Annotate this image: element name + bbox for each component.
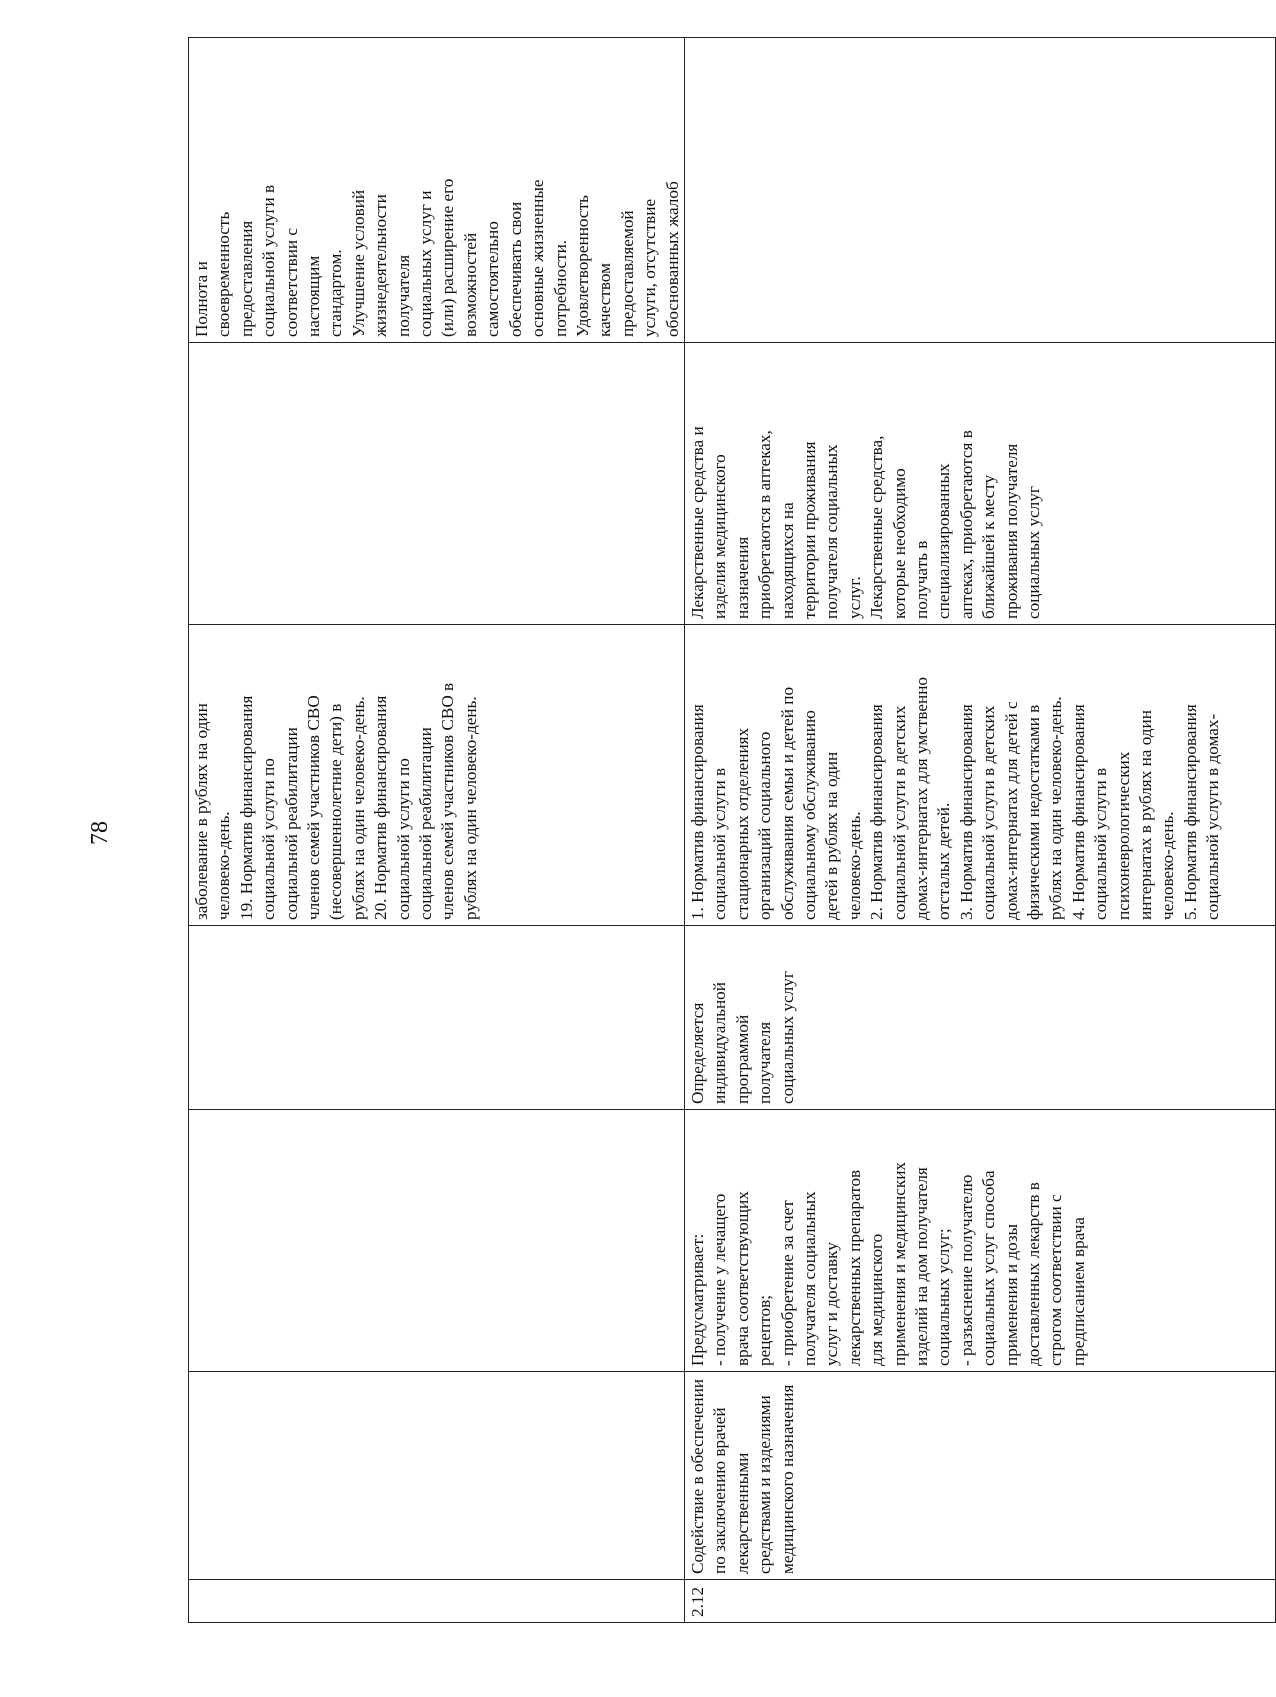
cell-description-empty — [189, 1110, 685, 1372]
cell-service-name — [684, 1372, 1275, 1580]
cell-volume-empty — [189, 926, 685, 1110]
cell-name-empty — [189, 1372, 685, 1580]
quality-criteria-text: Полнота и своевременность предоставления социальной услуги в соответствии с настоящим стандартом. Улучшение условий жизнедеятельности получателя социальных услуг и (или) расширение его возможностей самостоятельно обеспечивать свои основные жизненные потребности. Удовлетворенность качеством предоставляемой услуги, отсутствие обоснованных жалоб — [192, 178, 682, 337]
social-services-table — [188, 37, 1276, 1623]
cell-quality-continuation — [189, 38, 685, 343]
cell-conditions-empty — [189, 343, 685, 625]
page-number: 78 — [87, 821, 113, 845]
cell-service-quality — [684, 38, 1275, 343]
cell-service-number — [684, 1580, 1275, 1623]
service-financing-norms: 1. Норматив финансирования социальной услуги в стационарных отделениях организаций социального обслуживания семьи и детей по социальному обслуживанию детей в рублях на один человеко-день. 2. Норматив финансирования социальной услуги в детских домах-интернатах для умственно отсталых детей. 3. Норматив финансирования социальной услуги в детских домах-интернатах для детей с физическими недостатками в рублях на один человеко-день. 4. Норматив финансирования социальной услуги в психоневрологических интернатах в рублях на один человеко-день. 5. Норматив финансирования социальной услуги в домах- — [687, 676, 1223, 920]
norms-continuation-text: заболевание в рублях на один человеко-день. 19. Норматив финансирования социальной услуги по социальной реабилитации членов семей участников СВО (несовершеннолетние дети) в рублях на один человеко-день. 20. Норматив финансирования социальной услуги по социальной реабилитации членов семей участников СВО в рублях на один человеко-день. — [192, 682, 480, 920]
service-volume: Определяется индивидуальной программой получателя социальных услуг — [687, 971, 797, 1104]
cell-number-empty — [189, 1580, 685, 1623]
service-description: Предусматривает: - получение у лечащего врача соответствующих рецептов; - приобретение за счет получателя социальных услуг и доставку лекарственных препаратов для медицинского применения и медицинских изделий на дом получателя социальных услуг; - разъяснение получателю социальных услуг способа применения и дозы доставленных лекарств в строгом соответствии с предписанием врача — [687, 1161, 1088, 1366]
rotated-table-sheet — [188, 38, 1223, 1623]
service-name: Содействие в обеспечении по заключению врачей лекарственными средствами и изделиями медицинского назначения — [687, 1379, 797, 1574]
cell-norms-continuation — [189, 625, 685, 926]
service-number: 2.12 — [687, 1586, 707, 1617]
table-row-service-2-12 — [684, 38, 1275, 1623]
cell-service-conditions — [684, 343, 1275, 625]
cell-service-description — [684, 1110, 1275, 1372]
cell-service-volume — [684, 926, 1275, 1110]
cell-service-norms — [684, 625, 1275, 926]
table-row-continuation — [189, 38, 685, 1623]
service-conditions: Лекарственные средства и изделия медицинского назначения приобретаются в аптеках, находящихся на территории проживания получателя социальных услуг. Лекарственные средства, которые необходимо получать в специализированных аптеках, приобретаются в ближайшей к месту проживания получателя социальных услуг — [687, 426, 1044, 619]
